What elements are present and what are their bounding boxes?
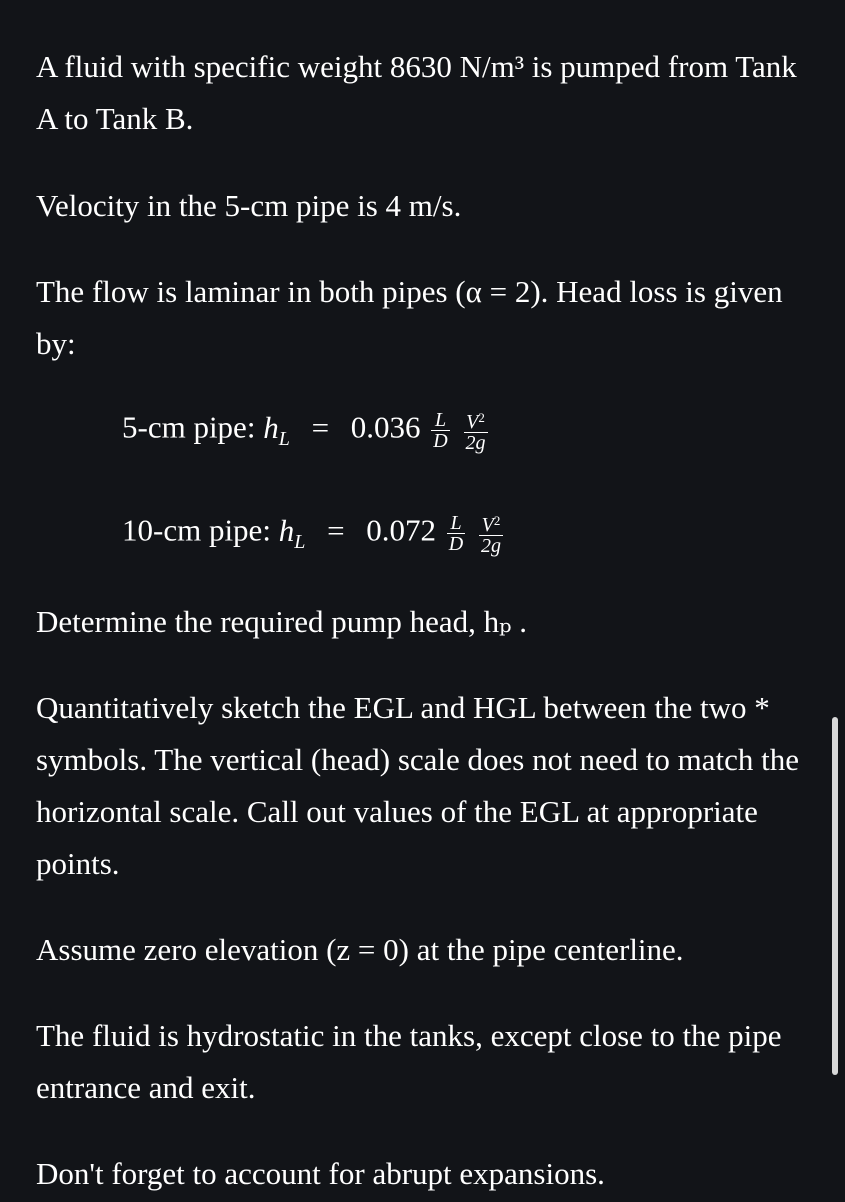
problem-statement-paragraph: A fluid with specific weight 8630 N/m³ is pumped from Tank A to Tank B. [36, 49, 797, 136]
head-loss-symbol: $h_L$ [278, 512, 306, 553]
velocity-head-fraction: $\frac{V^2}{2g}$ [481, 513, 501, 557]
head-loss-symbol: $h_L$ [263, 409, 290, 450]
velocity-head-fraction: $\frac{V^2}{2g}$ [465, 410, 486, 454]
equation-label: 5-cm pipe: [122, 409, 256, 445]
hydrostatic-assumption: The fluid is hydrostatic in the tanks, except close to the pipe entrance and exit. [36, 1018, 782, 1105]
equation-10cm-pipe [122, 511, 506, 556]
abrupt-expansion-reminder: Don't forget to account for abrupt expansions. [36, 1156, 605, 1191]
coefficient: 0.072 [366, 512, 437, 548]
laminar-flow-paragraph: The flow is laminar in both pipes (α = 2). Head loss is given by: [36, 274, 783, 361]
egl-hgl-sketch-instruction: Quantitatively sketch the EGL and HGL between the two * symbols. The vertical (head) scale does not need to match the horizontal scale. Call out values of the EGL at appropriate points. [36, 690, 799, 881]
length-diameter-fraction: $\frac{L}{D}$ [448, 512, 464, 555]
length-diameter-fraction: $\frac{L}{D}$ [433, 409, 448, 452]
coefficient: 0.036 [350, 409, 421, 445]
elevation-assumption: Assume zero elevation (z = 0) at the pipe centerline. [36, 932, 684, 967]
pump-head-question: Determine the required pump head, hₚ . [36, 604, 528, 639]
velocity-paragraph: Velocity in the 5-cm pipe is 4 m/s. [36, 188, 462, 223]
equals-sign: = [311, 409, 330, 445]
equation-5cm-pipe [122, 408, 491, 453]
equals-sign: = [327, 512, 345, 548]
vertical-scrollbar[interactable] [832, 717, 838, 1075]
equation-label: 10-cm pipe: [122, 512, 271, 548]
